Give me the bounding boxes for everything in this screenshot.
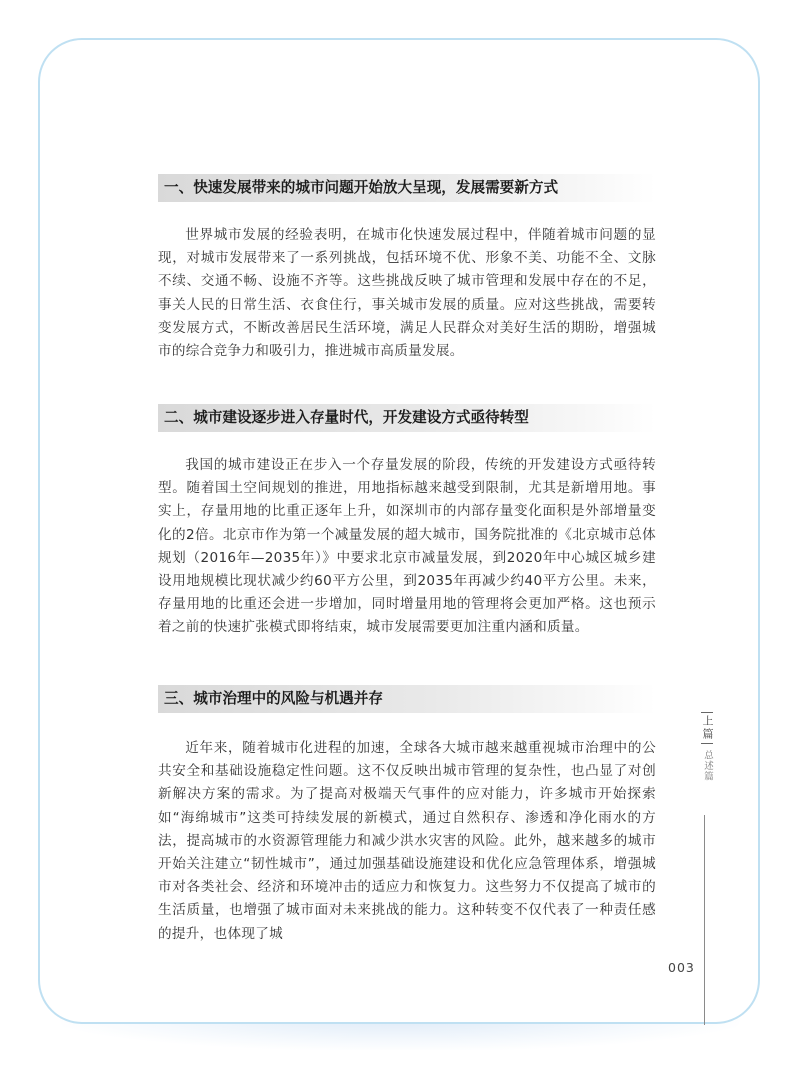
runner-rule: [704, 815, 705, 1025]
section-body: 我国的城市建设正在步入一个存量发展的阶段，传统的开发建设方式亟待转型。随着国土空间规划的推进，用地指标越来越受到限制，尤其是新增用地。事实上，存量用地的比重正逐年上升，如深圳市的内部存量变化面积是外部增量变化的2倍。北京市作为第一个减量发展的超大城市，国务院批准的《北京城市总体规划（2016年—2035年）》中要求北京市减量发展，到2020年中心城区城乡建设用地规模比现状减少约60平方公里，到2035年再减少约40平方公里。未来，存量用地的比重还会进一步增加，同时增量用地的管理将会更加严格。这也预示着之前的快速扩张模式即将结束，城市发展需要更加注重内涵和质量。: [158, 457, 656, 636]
section-heading: 三、城市治理中的风险与机遇并存: [158, 685, 656, 713]
page-number: 003: [668, 960, 695, 975]
section-body: 近年来，随着城市化进程的加速，全球各大城市越来越重视城市治理中的公共安全和基础设施稳定性问题。这不仅反映出城市管理的复杂性，也凸显了对创新解决方案的需求。为了提高对极端天气事件的应对能力，许多城市开始探索如“海绵城市”这类可持续发展的新模式，通过自然积存、渗透和净化雨水的方法，提高城市的水资源管理能力和减少洪水灾害的风险。此外，越来越多的城市开始关注建立“韧性城市”，通过加强基础设施建设和优化应急管理体系，增强城市对各类社会、经济和环境冲击的适应力和恢复力。这些努力不仅提高了城市的生活质量，也增强了城市面对未来挑战的能力。这种转变不仅代表了一种责任感的提升，也体现了城: [158, 740, 656, 942]
section-1: [158, 174, 656, 363]
section-heading: 二、城市建设逐步进入存量时代，开发建设方式亟待转型: [158, 404, 656, 432]
section-body: 世界城市发展的经验表明，在城市化快速发展过程中，伴随着城市问题的显现，对城市发展带来了一系列挑战，包括环境不优、形象不美、功能不全、文脉不续、交通不畅、设施不齐等。这些挑战反映了城市管理和发展中存在的不足，事关人民的日常生活、衣食住行，事关城市发展的质量。应对这些挑战，需要转变发展方式，不断改善居民生活环境，满足人民群众对美好生活的期盼，增强城市的综合竞争力和吸引力，推进城市高质量发展。: [158, 227, 656, 360]
runner-tick: [701, 712, 713, 713]
section-3: [158, 685, 656, 946]
section-heading: 一、快速发展带来的城市问题开始放大呈现，发展需要新方式: [158, 174, 656, 202]
section-2: [158, 404, 656, 640]
runner-part: 上篇: [701, 715, 714, 741]
runner-subtitle: 总述篇: [702, 750, 713, 782]
runner-tick: [701, 743, 713, 744]
running-header: [694, 710, 720, 782]
